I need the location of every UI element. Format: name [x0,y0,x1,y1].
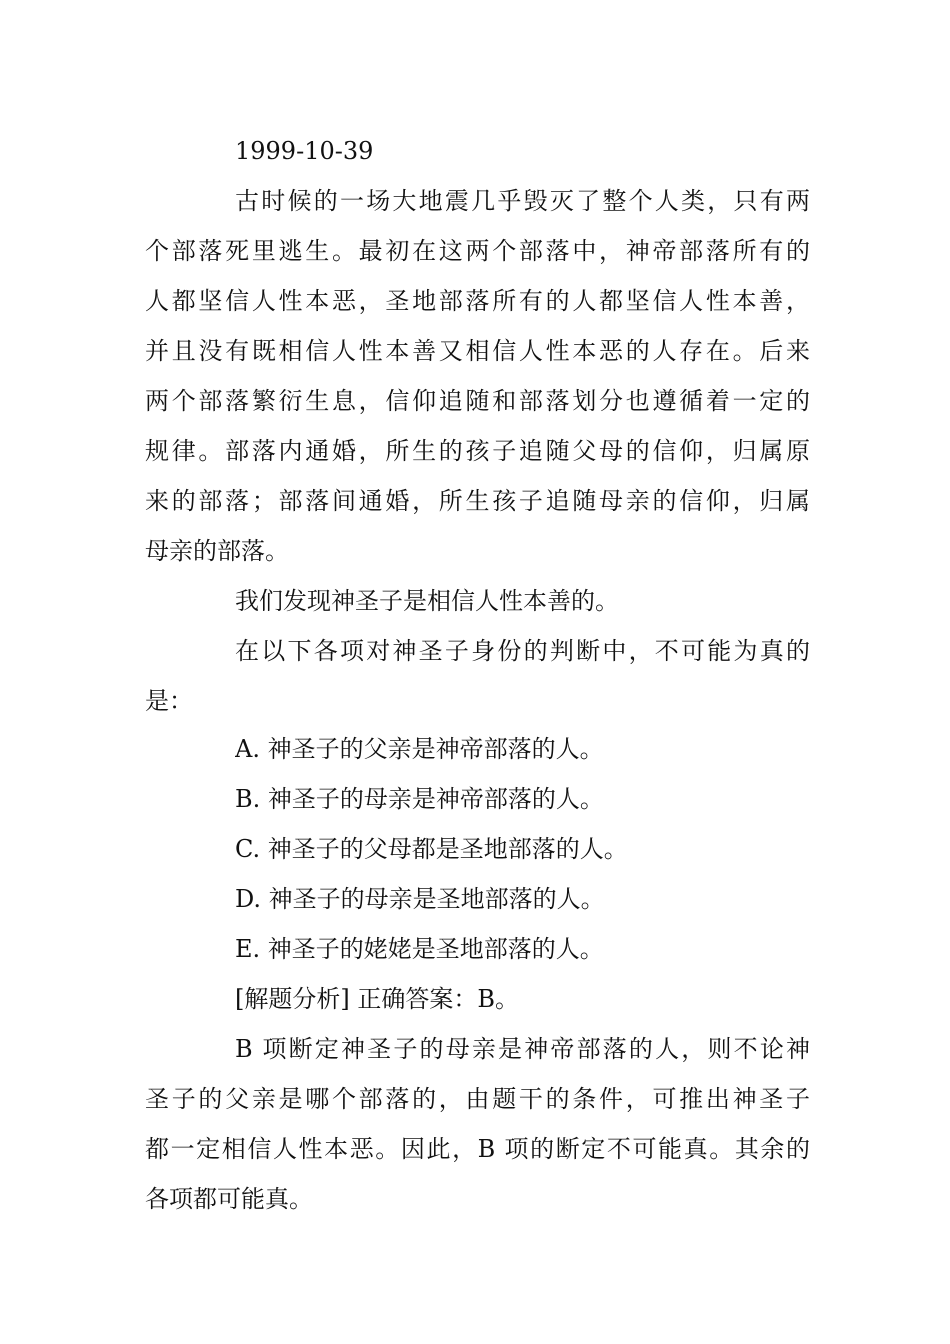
explanation-line: 圣子的父亲是哪个部落的，由题干的条件，可推出神圣子 [145,1085,810,1113]
question-line: 在以下各项对神圣子身份的判断中，不可能为真的 [235,637,810,665]
option-a: A. 神圣子的父亲是神帝部落的人。 [235,735,604,763]
explanation-line: B 项断定神圣子的母亲是神帝部落的人，则不论神 [235,1035,810,1063]
answer-line: [解题分析] 正确答案：B。 [235,985,519,1013]
option-b: B. 神圣子的母亲是神帝部落的人。 [235,785,604,813]
paragraph-line: 个部落死里逃生。最初在这两个部落中，神帝部落所有的 [145,237,810,265]
question-line: 是： [145,687,193,715]
paragraph-line: 规律。部落内通婚，所生的孩子追随父母的信仰，归属原 [145,437,810,465]
explanation-line: 各项都可能真。 [145,1185,313,1213]
paragraph-line: 母亲的部落。 [145,537,289,565]
paragraph-line: 古时候的一场大地震几乎毁灭了整个人类，只有两 [235,187,810,215]
observation-paragraph: 我们发现神圣子是相信人性本善的。 [235,587,619,615]
option-d: D. 神圣子的母亲是圣地部落的人。 [235,885,605,913]
paragraph-line: 来的部落；部落间通婚，所生孩子追随母亲的信仰，归属 [145,487,810,515]
paragraph-line: 两个部落繁衍生息，信仰追随和部落划分也遵循着一定的 [145,387,810,415]
option-c: C. 神圣子的父母都是圣地部落的人。 [235,835,628,863]
question-id-heading: 1999-10-39 [235,137,374,165]
option-e: E. 神圣子的姥姥是圣地部落的人。 [235,935,604,963]
paragraph-line: 人都坚信人性本恶，圣地部落所有的人都坚信人性本善， [145,287,810,315]
explanation-line: 都一定相信人性本恶。因此，B 项的断定不可能真。其余的 [145,1135,810,1163]
paragraph-line: 并且没有既相信人性本善又相信人性本恶的人存在。后来 [145,337,810,365]
